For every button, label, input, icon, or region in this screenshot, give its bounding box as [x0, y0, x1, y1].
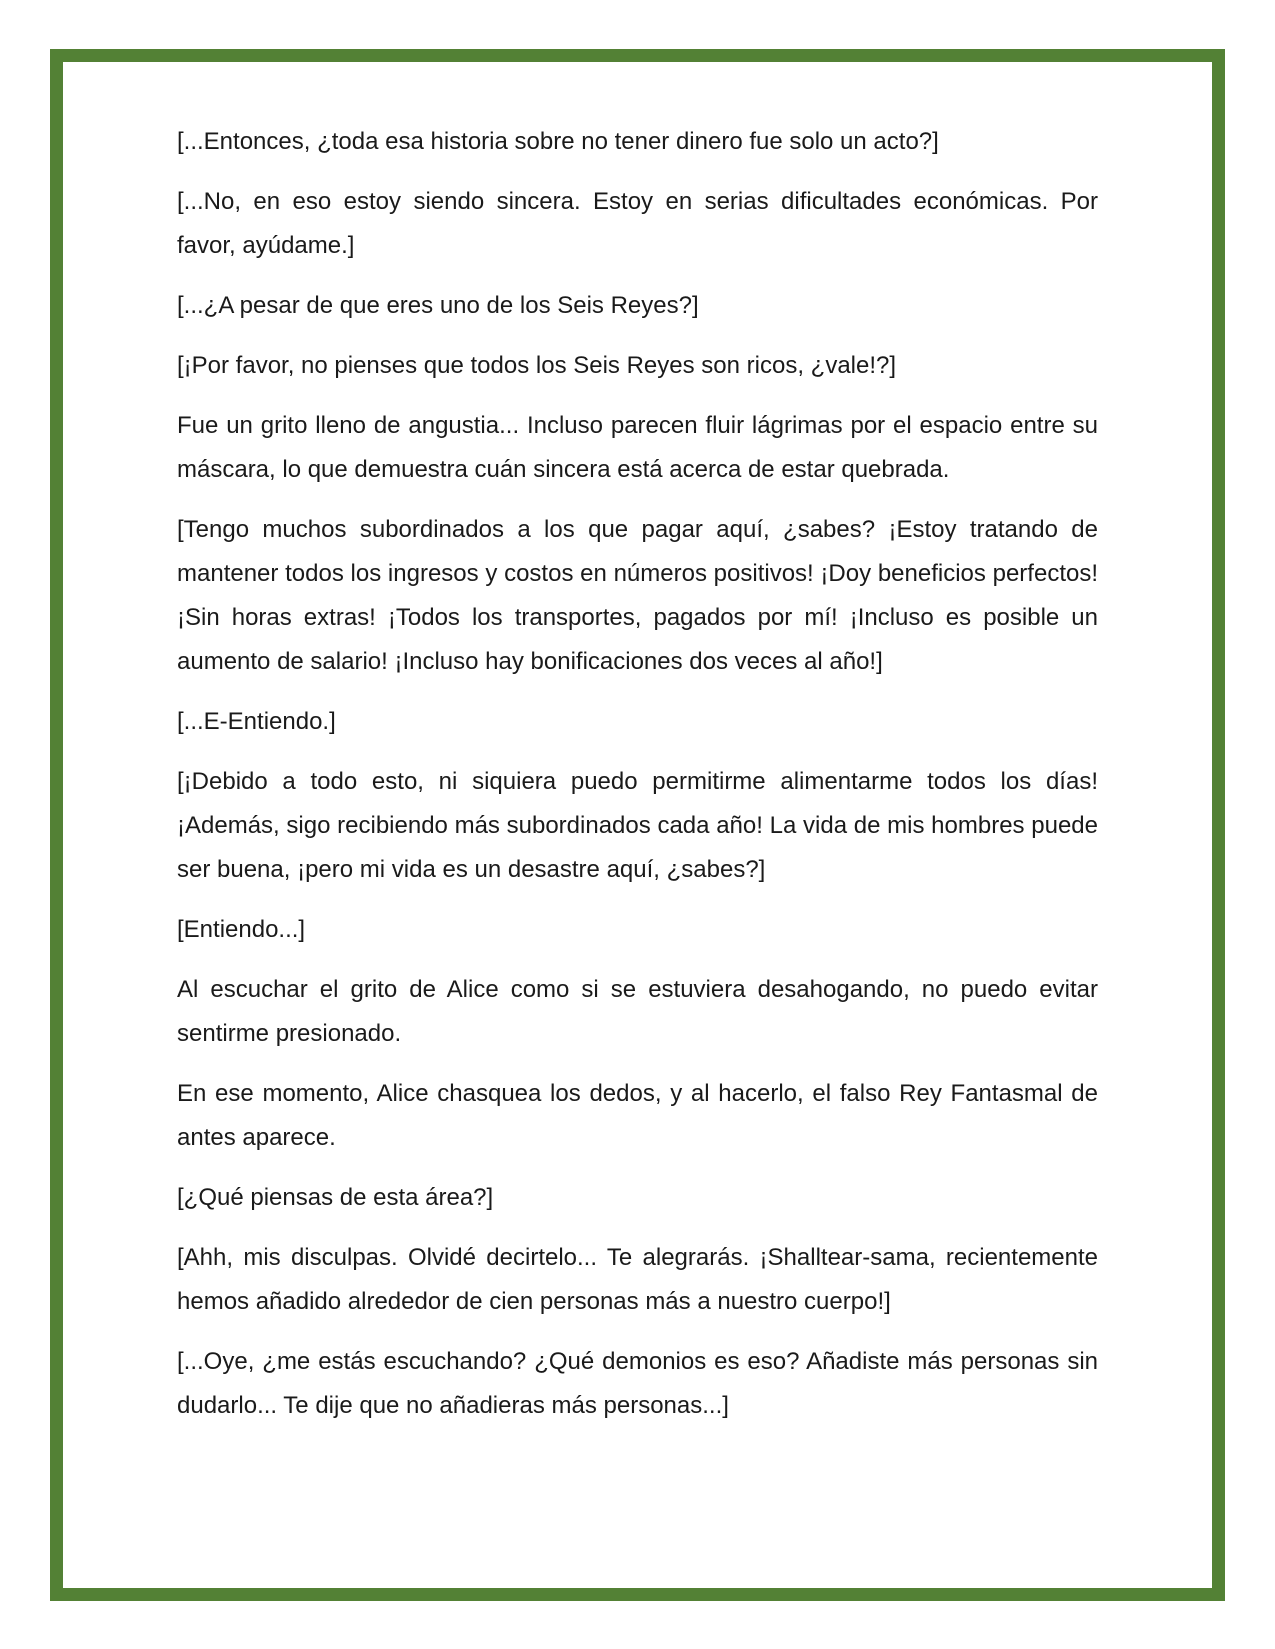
paragraph: Fue un grito lleno de angustia... Incluso parecen fluir lágrimas por el espacio entre su máscara, lo que demuestra cuán sincera está acerca de estar quebrada.: [177, 412, 1098, 483]
paragraph: [...No, en eso estoy siendo sincera. Estoy en serias dificultades económicas. Por favor, ayúdame.]: [177, 188, 1098, 259]
paragraph: [Tengo muchos subordinados a los que pagar aquí, ¿sabes? ¡Estoy tratando de mantener todos los ingresos y costos en números positivos! ¡Doy beneficios perfectos! ¡Sin horas extras! ¡Todos los transportes, pagados por mí! ¡Incluso es posible un aumento de salario! ¡Incluso hay bonificaciones dos veces al año!]: [177, 516, 1098, 675]
paragraph: [...E-Entiendo.]: [177, 708, 336, 735]
paragraph: [¡Por favor, no pienses que todos los Seis Reyes son ricos, ¿vale!?]: [177, 352, 897, 379]
paragraph: [Entiendo...]: [177, 916, 306, 943]
document-body: [177, 120, 1098, 1444]
paragraph: [...Entonces, ¿toda esa historia sobre no tener dinero fue solo un acto?]: [177, 128, 939, 155]
paragraph: [Ahh, mis disculpas. Olvidé decirtelo... Te alegrarás. ¡Shalltear-sama, recientemente hemos añadido alrededor de cien personas más a nuestro cuerpo!]: [177, 1244, 1098, 1315]
paragraph: [¿Qué piensas de esta área?]: [177, 1184, 494, 1211]
paragraph: [¡Debido a todo esto, ni siquiera puedo permitirme alimentarme todos los días! ¡Además, sigo recibiendo más subordinados cada año! La vida de mis hombres puede ser buena, ¡pero mi vida es un desastre aquí, ¿sabes?]: [177, 768, 1098, 883]
paragraph: En ese momento, Alice chasquea los dedos, y al hacerlo, el falso Rey Fantasmal de antes aparece.: [177, 1080, 1098, 1151]
paragraph: [...¿A pesar de que eres uno de los Seis Reyes?]: [177, 292, 699, 319]
paragraph: [...Oye, ¿me estás escuchando? ¿Qué demonios es eso? Añadiste más personas sin dudarlo... Te dije que no añadieras más personas...]: [177, 1348, 1098, 1419]
paragraph: Al escuchar el grito de Alice como si se estuviera desahogando, no puedo evitar sentirme presionado.: [177, 976, 1098, 1047]
